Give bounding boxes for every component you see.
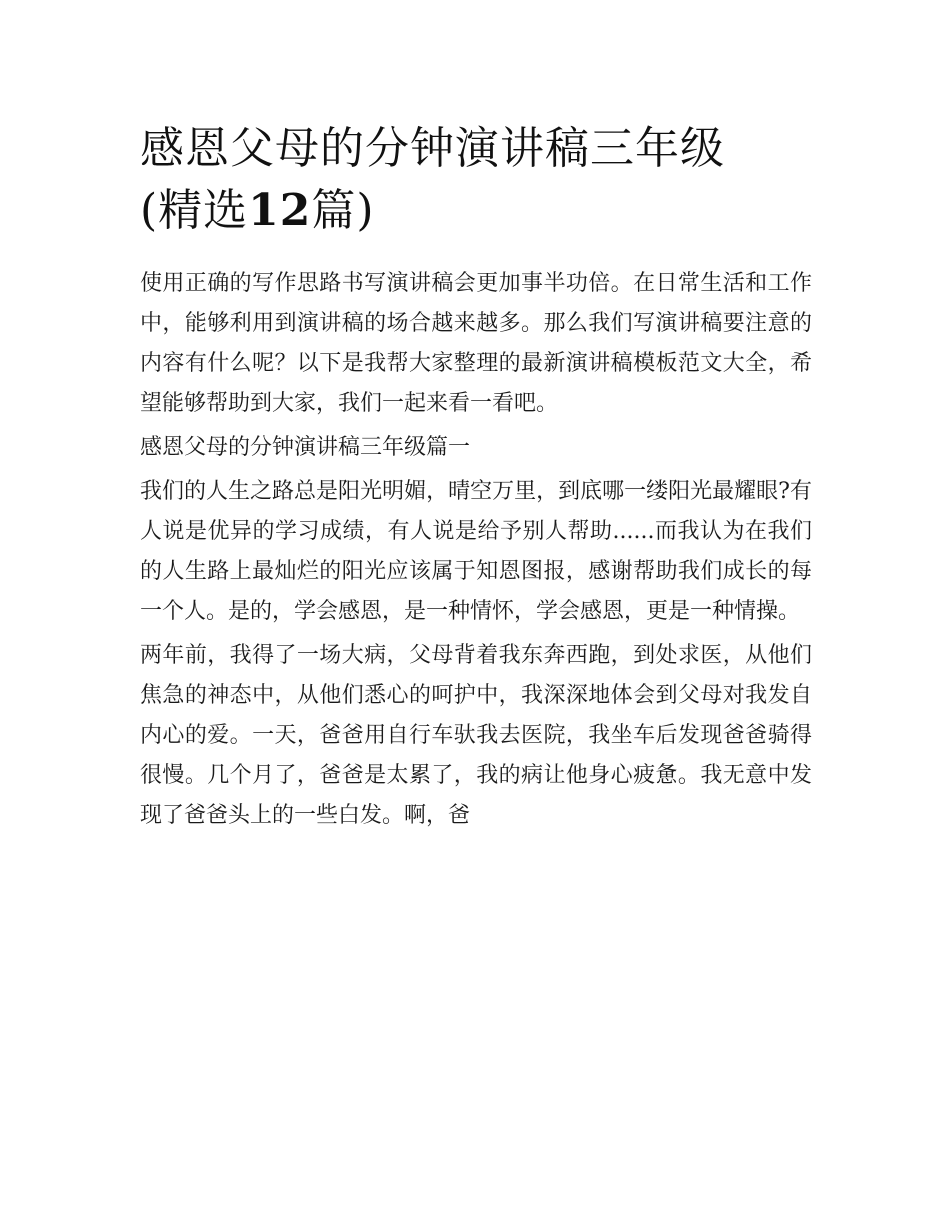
title-line-1: 感恩父母的分钟演讲稿三年级 — [140, 123, 725, 174]
title-number: 12 — [248, 185, 312, 236]
document-page — [140, 118, 812, 836]
document-title — [140, 118, 812, 242]
section-heading: 感恩父母的分钟演讲稿三年级篇一 — [140, 435, 471, 460]
title-line-2 — [140, 180, 812, 242]
title-prefix: (精选 — [140, 185, 249, 236]
document-body — [140, 264, 812, 836]
body-paragraph-1: 我们的人生之路总是阳光明媚，晴空万里，到底哪一缕阳光最耀眼?有人说是优异的学习成绩，有人说是给予别人帮助......而我认为在我们的人生路上最灿烂的阳光应该属于知恩图报，感谢帮助我们成长的每一个人。是的，学会感恩，是一种情怀，学会感恩，更是一种情操。 — [140, 479, 812, 624]
intro-paragraph: 使用正确的写作思路书写演讲稿会更加事半功倍。在日常生活和工作中，能够利用到演讲稿的场合越来越多。那么我们写演讲稿要注意的内容有什么呢？以下是我帮大家整理的最新演讲稿模板范文大全，希望能够帮助到大家，我们一起来看一看吧。 — [140, 271, 812, 416]
title-suffix: 篇) — [311, 185, 375, 236]
body-paragraph-2: 两年前，我得了一场大病，父母背着我东奔西跑，到处求医，从他们焦急的神态中，从他们悉心的呵护中，我深深地体会到父母对我发自内心的爱。一天，爸爸用自行车驮我去医院，我坐车后发现爸爸骑得很慢。几个月了，爸爸是太累了，我的病让他身心疲惫。我无意中发现了爸爸头上的一些白发。啊，爸 — [140, 643, 812, 828]
